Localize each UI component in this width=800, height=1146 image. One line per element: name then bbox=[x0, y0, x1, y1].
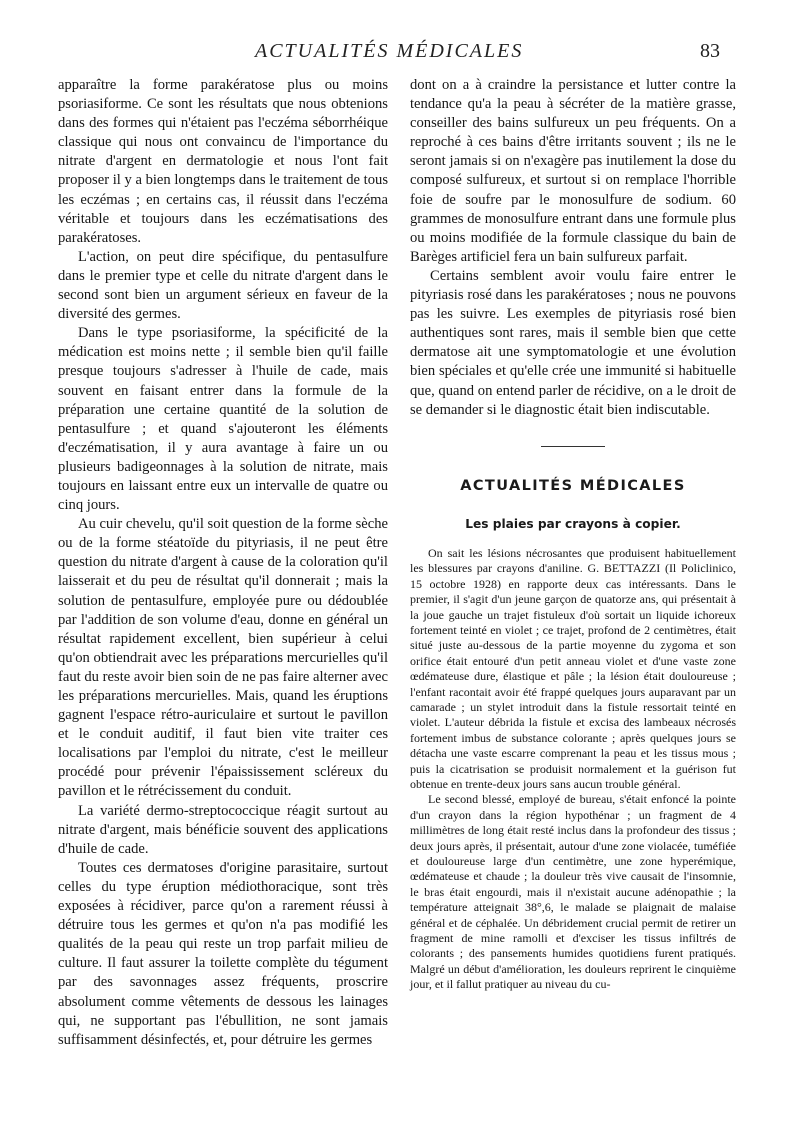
paragraph: dont on a à craindre la persistance et lutter contre la tendance qu'a la peau à sécréter de la matière grasse, conseiller des bains sulfureux un peu fréquents. On a reproché à ces bains d'être irritants souvent ; ils ne le seront jamais si on n'exagère pas inutilement la dose du composé sulfureux, et surtout si on remplace l'horrible foie de soufre par le monosulfure de sodium. 60 grammes de monosulfure entrant dans une formule plus ou moins modifiée de la formule classique du bain de Barèges artificiel fera un bain sulfureux parfait. bbox=[410, 77, 736, 265]
article-title: Les plaies par crayons à copier. bbox=[465, 516, 681, 531]
right-column bbox=[410, 76, 736, 993]
paragraph: L'action, on peut dire spécifique, du pentasulfure dans le premier type et celle du nitrate d'argent dans le second sont bien un argument sérieux en faveur de la diversité des germes. bbox=[58, 248, 388, 323]
article-paragraph: Le second blessé, employé de bureau, s'était enfoncé la pointe d'un crayon dans la région hypothénar ; un fragment de 4 millimètres de long était resté inclus dans la profondeur des tissus ; deux jours après, il présentait, autour d'une zone violacée, tuméfiée et douloureuse large d'un centimètre, une zone hyperémique, œdémateuse et chaude ; la douleur très vive causait de l'insomnie, le bras était engourdi, mais il n'existait aucune adénopathie ; la température atteignait 38°,6, le malade se plaignait de malaise général et de céphalée. Un débridement crucial permit de retirer un fragment de mine ramolli et d'exciser les tissus infiltrés de colorants ; des pansements humides quotidiens furent pratiqués. Malgré un début d'amélioration, les douleurs reprirent le cinquième jour, et il fallut pratiquer au niveau du cu- bbox=[410, 792, 736, 992]
running-head bbox=[255, 40, 720, 68]
paragraph: Dans le type psoriasiforme, la spécificité de la médication est moins nette ; il semble bien qu'il faille presque toujours s'adresser à l'huile de cade, mais souvent en faisant entrer dans la formule de la préparation une certaine quantité de la solution de pentasulfure ; et quand s'ajouteront les éléments d'eczématisation, il y aura avantage à faire un ou plusieurs badigeonnages à la solution de nitrate, mais toujours en laissant entre eux un intervalle de quatre ou cinq jours. bbox=[58, 325, 388, 514]
article-paragraph: On sait les lésions nécrosantes que produisent habituellement les blessures par crayons d'aniline. G. BETTAZZI (Il Policlinico, 15 octobre 1928) en rapporte deux cas intéressants. Dans le premier, il s'agit d'un jeune garçon de quatorze ans, qui présentait à la joue gauche un trajet fistuleux d'où sortait un liquide ichoreux fortement teinté en violet ; ce trajet, profond de 2 centimètres, était situé juste au-dessous de la partie moyenne du zygoma et son orifice était entouré d'un petit anneau violet et d'une vaste zone œdémateuse dure, élastique et pâle ; la lésion était douloureuse ; l'enfant racontait avoir été frappé quelques jours auparavant par un camarade ; un stylet introduit dans la fistule ressortait teinté en violet. L'auteur débrida la fistule et excisa des lambeaux nécrosés fortement imbus de substance colorante ; après quelques jours se détacha une vaste escarre comprenant la peau et les tissus mous ; puis la cicatrisation se produisit normalement et la guérison fut obtenue en trente-deux jours sans aucun trouble général. bbox=[410, 545, 736, 791]
paragraph: Certains semblent avoir voulu faire entrer le pityriasis rosé dans les parakératoses ; nous ne pouvons pas les suivre. Les exemples de pityriasis rosé bien authentiques sont rares, mais il semble bien que cette dermatose ait une symptomatologie et une évolution bien spéciales et qu'elle crée une immunité si habituelle que, quand on entend parler de récidive, on a le droit de se demander si le diagnostic était bien indiscutable. bbox=[410, 267, 736, 418]
left-column bbox=[58, 76, 388, 1050]
paragraph: Au cuir chevelu, qu'il soit question de la forme sèche ou de la forme stéatoïde du pityriasis, il ne peut être question du nitrate d'argent à cause de la coloration qu'il laisserait et du peu de résultat qu'il donnerait ; mais la solution de pentasulfure, employée pure ou dédoublée par l'addition de son volume d'eau, donne en général un résultat rapidement excellent, bien supérieur à celui qu'on obtiendrait avec les préparations mercurielles qu'il faut du reste avoir bien soin de ne pas faire alterner avec les préparations mercurielles. Mais, quand les éruptions gagnent l'espace rétro-auriculaire et surtout le pavillon et le conduit auditif, il faut bien vite traiter ces localisations par l'emploi du nitrate, c'est le meilleur procédé pour prévenir l'épaississement scléreux du pavillon et le rétrécissement du conduit. bbox=[58, 516, 388, 800]
section-heading: ACTUALITÉS MÉDICALES bbox=[460, 477, 686, 494]
section-divider bbox=[541, 446, 605, 447]
paragraph: apparaître la forme parakératose plus ou moins psoriasiforme. Ce sont les résultats que nous obtenions dans des formes qui n'étaient pas l'eczéma séborrhéique classique qui nous ont convaincu de l'importance du nitrate d'argent en dermatologie et nous l'ont fait proposer il y a bien longtemps dans le traitement de tous les eczémas ; en certains cas, il réussit dans l'eczéma véritable et toujours dans les eczématisations des parakératoses. bbox=[58, 77, 388, 246]
running-title: ACTUALITÉS MÉDICALES bbox=[255, 40, 524, 62]
paragraph: La variété dermo-streptococcique réagit surtout au nitrate d'argent, mais bénéficie souvent des applications d'huile de cade. bbox=[58, 802, 388, 857]
page-number: 83 bbox=[700, 40, 720, 62]
paragraph: Toutes ces dermatoses d'origine parasitaire, surtout celles du type éruption médiothoracique, sont très exposées à récidiver, parce qu'on a rarement réussi à détruire tous les germes et qu'on n'a pas modifié les qualités de la peau qui reste un trop parfait milieu de culture. Il faut assurer la toilette complète du tégument par des savonnages assez fréquents, proscrire absolument comme vêtements de dessous les lainages qui, ne supportant pas l'ébullition, ne sont jamais suffisamment désinfectés, et, pour détruire les germes bbox=[58, 859, 388, 1048]
article-body bbox=[410, 546, 736, 993]
